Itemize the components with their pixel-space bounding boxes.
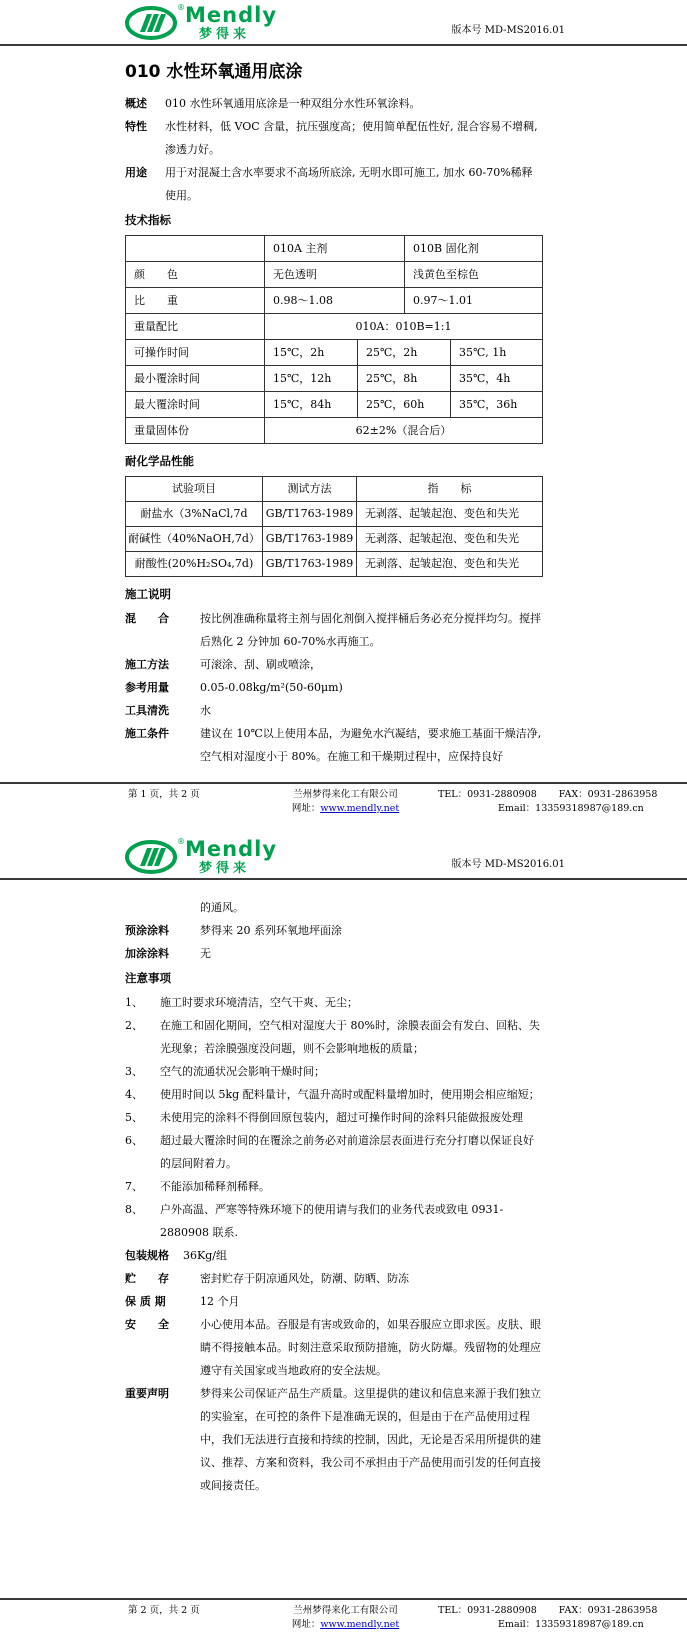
note-number: 7、 <box>125 1180 143 1193</box>
construction-item-conditions <box>125 722 543 768</box>
feature-text: 水性材料，低 VOC 含量，抗压强度高；使用简单配伍性好, 混合容易不增稠, 渗透力好。 <box>165 120 538 156</box>
brand-name-en: Mendly <box>185 837 278 861</box>
note-text: 施工时要求环境清洁，空气干爽、无尘； <box>160 996 358 1009</box>
tech-spec-table <box>125 235 543 444</box>
item-label: 施工条件 <box>125 727 169 740</box>
item-label: 混 合 <box>125 612 169 625</box>
email-address: Email：13359318987@189.cn <box>498 1619 644 1630</box>
table-row <box>126 287 542 313</box>
note-number: 6、 <box>125 1134 143 1147</box>
table-cell: 35℃，36h <box>450 392 542 417</box>
email-address: Email：13359318987@189.cn <box>498 803 644 814</box>
page2-footer <box>0 1598 687 1638</box>
topcoat-text: 无 <box>200 947 211 960</box>
feature-section <box>125 115 543 161</box>
table-cell: 颜 色 <box>134 268 178 281</box>
page-title: 010 水性环氧通用底涂 <box>125 62 303 82</box>
table-cell: 比 重 <box>134 294 178 307</box>
brand-logo-text <box>185 5 277 41</box>
note-number: 1、 <box>125 996 143 1009</box>
table-cell: 010A：010B=1:1 <box>264 314 542 339</box>
website-link[interactable]: www.mendly.net <box>320 1619 400 1630</box>
table-cell: 0.97～1.01 <box>404 288 542 313</box>
table-cell: 无剥落、起皱起泡、变色和失光 <box>356 502 542 526</box>
page1-footer <box>0 782 687 822</box>
construction-item-method <box>125 653 543 676</box>
storage-section <box>125 1267 543 1290</box>
note-item <box>125 1060 543 1083</box>
item-label: 工具清洗 <box>125 704 169 717</box>
table-cell: 62±2%（混合后） <box>264 418 542 443</box>
note-text: 超过最大覆涂时间的在覆涂之前务必对前道涂层表面进行充分打磨以保证良好的层间附着力。 <box>160 1134 534 1170</box>
table-cell: 最大覆涂时间 <box>134 398 200 411</box>
note-number: 5、 <box>125 1111 143 1124</box>
brand-logo-text <box>185 839 277 875</box>
note-item <box>125 1175 543 1198</box>
note-number: 2、 <box>125 1019 143 1032</box>
table-cell: 浅黄色至棕色 <box>404 262 542 287</box>
continuation-text: 的通风。 <box>200 901 244 914</box>
safety-label: 安 全 <box>125 1318 169 1331</box>
table-row <box>126 417 542 443</box>
table-cell: 测试方法 <box>262 477 356 501</box>
storage-label: 贮 存 <box>125 1272 169 1285</box>
note-number: 3、 <box>125 1065 143 1078</box>
construction-title: 施工说明 <box>125 587 171 601</box>
company-name: 兰州梦得来化工有限公司 <box>293 1605 398 1616</box>
website-line <box>263 802 428 816</box>
topcoat-label: 加涂涂料 <box>125 947 169 960</box>
brand-name-en: Mendly <box>185 3 278 27</box>
table-cell: 重量固体份 <box>134 424 189 437</box>
note-text: 未使用完的涂料不得倒回原包装内，超过可操作时间的涂料只能做报废处理 <box>160 1111 523 1124</box>
brand-ellipse-icon <box>125 839 181 875</box>
registered-mark: ® <box>177 3 185 12</box>
precoat-section <box>125 919 543 942</box>
phone-line <box>438 788 687 802</box>
topcoat-section <box>125 942 543 965</box>
packing-text: 36Kg/组 <box>183 1249 227 1262</box>
brand-name-cn: 梦得来 <box>199 861 251 876</box>
tel-number: TEL：0931-2880908 <box>438 1605 537 1616</box>
table-cell: 010A 主剂 <box>264 236 404 261</box>
table-cell: GB/T1763-1989 <box>262 527 356 551</box>
contact-block <box>428 1604 687 1632</box>
page2-header <box>0 834 687 880</box>
website-label: 网址： <box>291 803 321 814</box>
table-row <box>126 551 542 576</box>
table-cell: 无剥落、起皱起泡、变色和失光 <box>356 527 542 551</box>
usage-label: 用途 <box>125 166 147 179</box>
item-text: 建议在 10℃以上使用本品，为避免水汽凝结，要求施工基面干燥洁净, 空气相对湿度小于 80%。在施工和干燥期过程中，应保持良好 <box>200 727 542 763</box>
brand-logo <box>125 839 687 875</box>
feature-label: 特性 <box>125 120 147 133</box>
table-row <box>126 391 542 417</box>
table-cell: 010B 固化剂 <box>404 236 542 261</box>
packing-section <box>125 1244 543 1267</box>
page-number: 第 1 页，共 2 页 <box>128 789 200 800</box>
item-text: 水 <box>200 704 211 717</box>
registered-mark: ® <box>177 837 185 846</box>
table-cell: 35℃，4h <box>450 366 542 391</box>
chem-resistance-title: 耐化学品性能 <box>125 454 194 468</box>
table-row <box>126 313 542 339</box>
shelf-life-label: 保 质 期 <box>125 1295 166 1308</box>
table-cell: 耐盐水（3%NaCl,7d <box>140 507 248 520</box>
version-label: 版本号 MD-MS2016.01 <box>451 859 565 870</box>
note-text: 不能添加稀释剂稀释。 <box>160 1180 270 1193</box>
brand-logo-mark <box>125 837 185 875</box>
usage-text: 用于对混凝土含水率要求不高场所底涂, 无明水即可施工, 加水 60-70%稀释使用。 <box>165 166 533 202</box>
shelf-life-text: 12 个月 <box>200 1295 240 1308</box>
version-label: 版本号 MD-MS2016.01 <box>451 25 565 36</box>
website-link[interactable]: www.mendly.net <box>320 803 400 814</box>
tech-spec-title: 技术指标 <box>125 213 171 227</box>
brand-name-cn: 梦得来 <box>199 27 251 42</box>
table-cell: 指 标 <box>356 477 542 501</box>
note-text: 空气的流通状况会影响干燥时间； <box>160 1065 325 1078</box>
table-cell: 35℃, 1h <box>450 340 542 365</box>
table-row <box>126 501 542 526</box>
table-row <box>126 339 542 365</box>
brand-ellipse-icon <box>125 5 181 41</box>
statement-label: 重要声明 <box>125 1387 169 1400</box>
storage-text: 密封贮存于阴凉通风处，防潮、防晒、防冻 <box>200 1272 409 1285</box>
table-cell: 试验项目 <box>172 482 216 495</box>
construction-item-cleaning <box>125 699 543 722</box>
table-cell: 无色透明 <box>264 262 404 287</box>
table-cell: GB/T1763-1989 <box>262 552 356 576</box>
table-cell: 25℃，8h <box>357 366 450 391</box>
precoat-text: 梦得来 20 系列环氧地坪面涂 <box>200 924 342 937</box>
note-item <box>125 1106 543 1129</box>
note-item <box>125 1014 543 1060</box>
note-item <box>125 991 543 1014</box>
page2-content <box>125 896 543 1497</box>
table-cell: 耐酸性(20%H₂SO₄,7d) <box>134 557 254 570</box>
tel-number: TEL：0931-2880908 <box>438 789 537 800</box>
packing-label: 包装规格 <box>125 1249 169 1262</box>
construction-item-dosage <box>125 676 543 699</box>
notes-title: 注意事项 <box>125 971 171 985</box>
item-text: 可滚涂、刮、刷或喷涂， <box>200 658 321 671</box>
brand-logo <box>125 5 687 41</box>
shelf-life-section <box>125 1290 543 1313</box>
table-cell: 重量配比 <box>134 320 178 333</box>
table-row <box>126 261 542 287</box>
item-label: 施工方法 <box>125 658 169 671</box>
precoat-label: 预涂涂料 <box>125 924 169 937</box>
phone-line <box>438 1604 687 1618</box>
note-text: 户外高温、严寒等特殊环境下的使用请与我们的业务代表或致电 0931-2880908 联系. <box>160 1203 504 1239</box>
page-number: 第 2 页，共 2 页 <box>128 1605 200 1616</box>
fax-number: FAX：0931-2863958 <box>558 1605 658 1616</box>
note-item <box>125 1129 543 1175</box>
website-label: 网址： <box>291 1619 321 1630</box>
note-number: 8、 <box>125 1203 143 1216</box>
note-item <box>125 1083 543 1106</box>
table-row <box>126 526 542 551</box>
safety-section <box>125 1313 543 1382</box>
company-block <box>263 788 428 816</box>
overview-section <box>125 92 543 115</box>
table-cell: GB/T1763-1989 <box>262 502 356 526</box>
table-cell <box>126 236 264 261</box>
item-text: 按比例准确称量将主剂与固化剂倒入搅拌桶后务必充分搅拌均匀。搅拌后熟化 2 分钟加 60-70%水再施工。 <box>200 612 541 648</box>
item-label: 参考用量 <box>125 681 169 694</box>
table-cell: 25℃，60h <box>357 392 450 417</box>
table-cell: 0.98～1.08 <box>264 288 404 313</box>
table-row <box>126 236 542 261</box>
contact-block <box>428 788 687 816</box>
note-item <box>125 1198 543 1244</box>
table-row <box>126 365 542 391</box>
table-cell: 15℃，2h <box>264 340 357 365</box>
item-text: 0.05-0.08kg/m²(50-60μm) <box>200 681 343 694</box>
table-header-row <box>126 477 542 501</box>
safety-text: 小心使用本品。吞服是有害或致命的，如果吞服应立即求医。皮肤、眼睛不得接触本品。时刻注意采取预防措施，防火防爆。残留物的处理应遵守有关国家或当地政府的安全法规。 <box>200 1318 541 1377</box>
construction-item-mixing <box>125 607 543 653</box>
page1-header <box>0 0 687 46</box>
table-cell: 无剥落、起皱起泡、变色和失光 <box>356 552 542 576</box>
overview-label: 概述 <box>125 97 147 110</box>
table-cell: 15℃，12h <box>264 366 357 391</box>
note-number: 4、 <box>125 1088 143 1101</box>
brand-logo-mark <box>125 3 185 41</box>
usage-section <box>125 161 543 207</box>
statement-section <box>125 1382 543 1497</box>
note-text: 在施工和固化期间，空气相对湿度大于 80%时，涂膜表面会有发白、回粘、失光现象；若涂膜强度没问题，则不会影响地板的质量； <box>160 1019 540 1055</box>
table-cell: 15℃，84h <box>264 392 357 417</box>
statement-text: 梦得来公司保证产品生产质量。这里提供的建议和信息来源于我们独立的实验室，在可控的条件下是准确无误的，但是由于在产品使用过程中，我们无法进行直接和持续的控制，因此，无论是否采用所提供的建议、推荐、方案和资料，我公司不承担由于产品使用而引发的任何直接或间接责任。 <box>200 1387 541 1492</box>
note-text: 使用时间以 5kg 配料量计，气温升高时或配料量增加时，使用期会相应缩短； <box>160 1088 540 1101</box>
table-cell: 可操作时间 <box>134 346 189 359</box>
page1-content <box>125 46 543 768</box>
overview-text: 010 水性环氧通用底涂是一种双组分水性环氧涂料。 <box>165 97 421 110</box>
table-cell: 最小覆涂时间 <box>134 372 200 385</box>
company-name: 兰州梦得来化工有限公司 <box>293 789 398 800</box>
table-cell: 25℃，2h <box>357 340 450 365</box>
fax-number: FAX：0931-2863958 <box>558 789 658 800</box>
chem-resistance-table <box>125 476 543 577</box>
website-line <box>263 1618 428 1632</box>
company-block <box>263 1604 428 1632</box>
table-cell: 耐碱性（40%NaOH,7d） <box>128 532 260 545</box>
